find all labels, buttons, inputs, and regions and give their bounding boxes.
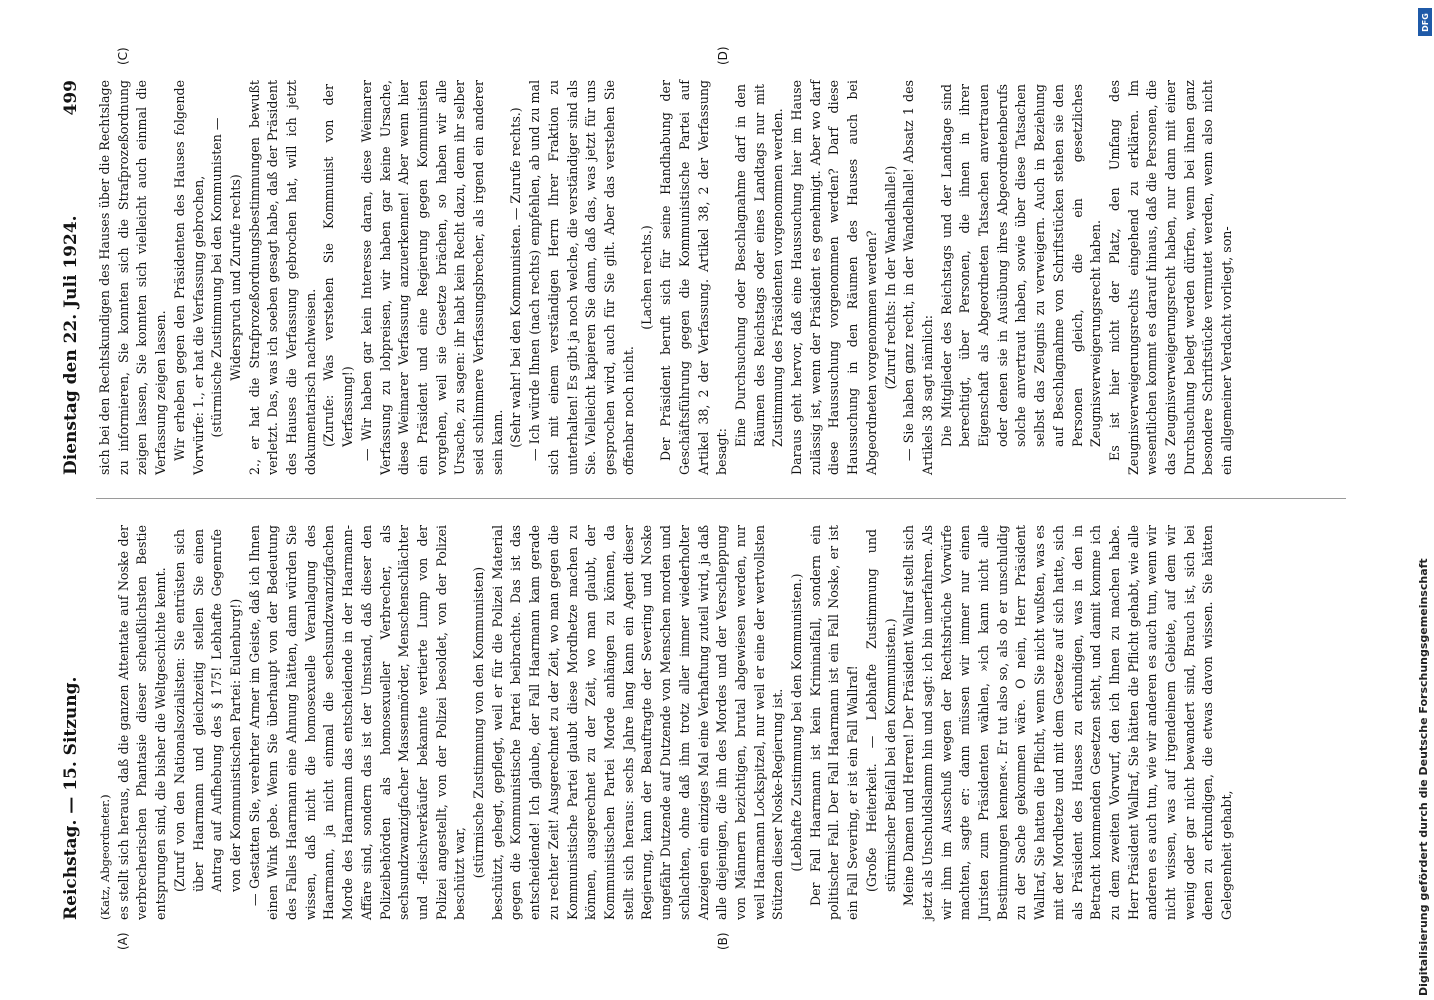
interjection: (Lachen rechts.) [639, 225, 655, 330]
rotated-page [56, 46, 1366, 950]
page-number: 499 [61, 80, 81, 116]
paragraph: 2., er hat die Strafprozeßordnungsbestimmungen bewußt verletzt. Das, was ich soeben gesagt habe, daß der Präsident des Hauses die Verfassung gebrochen hat, will ich jetzt dokumentarisch nachweisen. [246, 80, 318, 475]
paragraph: — Sie haben ganz recht, in der Wandelhalle! Absatz 1 des Artikels 38 sagt nämlich: [901, 80, 935, 475]
margin-marker-c: (C) [116, 47, 130, 65]
column-right [56, 80, 1237, 475]
speaker-label: (Katz, Abgeordneter.) [98, 794, 112, 920]
paragraph: — Wir haben gar kein Interesse daran, diese Weimarer Verfassung zu lobpreisen, wir haben gar keine Ursache, diese Weimarer Verfassung anzuerkennen! Aber wenn hier ein Präsident und eine Regierung gegen Kommunisten vorgehen, weil sie Gesetze brächen, so haben wir alle Ursache, zu sagen: ihr habt kein Recht dazu, denn ihr selber seid schlimmere Verfassungsbrecher, als irgend ein anderer sein kann. [358, 80, 505, 475]
interjection: (stürmische Zustimmung von den Kommunisten) [471, 566, 487, 879]
dfg-logo-icon: DFG [1418, 8, 1432, 36]
interjection: (Zurufe: Was verstehen Sie Kommunist von der Verfassung!) [321, 84, 356, 447]
running-head-date: Dienstag den 22. Juli 1924. [61, 215, 81, 475]
paragraph: Daraus geht hervor, daß eine Haussuchung hier im Hause zulässig ist, wenn der Präsident es genehmigt. Aber wo darf diese Haussuchung vorgenommen werden? Darf diese Haussuchung in den Räumen des Hauses auch bei Abgeordneten vorgenommen werden? [789, 80, 879, 475]
running-head-left: Reichstag. — 15. Sitzung. [61, 676, 81, 920]
interjection: (Große Heiterkeit. — Lebhafte Zustimmung und stürmischer Beifall bei den Kommunisten.) [863, 529, 898, 892]
paragraph: es stellt sich heraus, daß die ganzen Attentate auf Noske der verbrecherischen Phantasie dieser scheußlichsten Bestie entsprungen sind, die bisher die Weltgeschichte kennt. [115, 525, 169, 920]
margin-marker-d: (D) [716, 46, 730, 65]
interjection: (stürmische Zustimmung bei den Kommunisten — Widerspruch und Zurufe rechts) [209, 117, 243, 438]
paragraph: beschützt, gehegt, gepflegt, weil er für die Polizei Material gegen die Kommunistische Partei beibrachte. Das ist das entscheidende! Ich glaube, der Fall Haarmann kam gerade zu rechter Zeit! Ausgerechnet zu der Zeit, wo man gegen die Kommunistische Partei glaubt diese Mordhetze machen zu können, ausgerechnet zu der Zeit, wo man glaubt, der Kommunistischen Partei Morde anhängen zu können, da stellt sich heraus: sechs Jahre lang kann ein Agent dieser Regierung, kann der Beauftragte der Severing und Noske ungefähr Dutzende auf Dutzende von Menschen morden und schlachten, ohne daß ihm trotz aller immer wiederholter Anzeigen ein einziges Mal eine Verhaftung zuteil wird, ja daß alle diejenigen, die ihn des Mordes und der Verschleppung von Männern bezichtigen, brutal abgewiesen werden, nur weil Haarmann Lockspitzel, nur weil er eine der wertvollsten Stützen dieser Noske-Regierung ist. [489, 525, 786, 920]
paragraph: Es ist hier nicht der Platz, den Umfang des Zeugnisverweigerungsrechts eingehend zu erklären. Im wesentlichen kommt es darauf hinaus, daß die Personen, die das Zeugnisverweigerungsrecht haben, nur dann mit einer Durchsuchung belegt werden dürfen, wenn bei ihnen ganz besondere Schriftstücke vermutet werden, wenn also nicht ein allgemeiner Verdacht vorliegt, son- [1106, 80, 1235, 475]
quotation: Die Mitglieder des Reichstags und der Landtage sind berechtigt, über Personen, die ihnen in ihrer Eigenschaft als Abgeordneten Tatsachen anvertrauen oder denen sie in Ausübung ihres Abgeordnetenberufs solche anvertraut haben, sowie über diese Tatsachen selbst das Zeugnis zu verweigern. Auch in Beziehung auf Beschlagnahme von Schriftstücken stehen sie den Personen gleich, die ein gesetzliches Zeugnisverweigerungsrecht haben. [938, 84, 1104, 447]
paragraph: Wir erheben gegen den Präsidenten des Hauses folgende Vorwürfe: 1., er hat die Verfassung gebrochen, [171, 80, 206, 475]
interjection: (Zuruf rechts: In der Wandelhalle!) [882, 165, 898, 390]
column-right-header [56, 80, 96, 475]
column-divider [96, 498, 1346, 499]
digitization-credit [1415, 8, 1433, 996]
paragraph: Der Präsident beruft sich für seine Handhabung der Geschäftsführung gegen die Kommunistische Partei auf Artikel 38, 2 der Verfassung. Artikel 38, 2 der Verfassung besagt: [658, 80, 730, 475]
paragraph: — Gestatten Sie, verehrter Armer im Geiste, daß ich Ihnen einen Wink gebe. Wenn Sie überhaupt von der Bedeutung des Falles Haarmann eine Ahnung hätten, dann würden Sie wissen, daß nicht die homosexuelle Veranlagung des Haarmann, ja nicht einmal die sechsundzwanzigfachen Morde des Haarmann das entscheidende in der Haarmann-Affäre sind, sondern das ist der Umstand, daß dieser den Polizeibehörden als homosexueller Verbrecher, als sechsundzwanzigfacher Massenmörder, Menschenschlächter und -fleischverkäufer bekannte vertierte Lump von der Polizei angestellt, von der Polizei besoldet, von der Polizei beschützt war, [246, 525, 468, 920]
margin-marker-b: (B) [716, 932, 730, 950]
paragraph: — Ich würde Ihnen (nach rechts) empfehlen, ab und zu mal sich mit einem verständigen Herrn Ihrer Fraktion zu unterhalten! Es gibt ja noch welche, die verständiger sind als Sie. Vielleicht kapieren Sie dann, daß das, was jetzt für uns gesprochen wird, auch für Sie gilt. Aber das verstehen Sie offenbar noch nicht. [527, 80, 636, 475]
column-left [56, 525, 1237, 920]
margin-marker-a: (A) [116, 932, 130, 950]
digitization-credit-text: Digitalisierung gefördert durch die Deutsche Forschungsgemeinschaft [1417, 558, 1430, 996]
column-left-header [56, 525, 96, 920]
paragraph: sich bei den Rechtskundigen des Hauses über die Rechtslage zu informieren, Sie konnten sich die Strafprozeßordnung zeigen lassen, Sie konnten sich vielleicht auch einmal die Verfassung zeigen lassen. [97, 80, 169, 475]
interjection: (Lebhafte Zustimmung bei den Kommunisten.) [789, 573, 805, 872]
interjection: (Zuruf von den Nationalsozialisten: Sie entrüsten sich über Haarmann und gleichzeitig stellen Sie einen Antrag auf Aufhebung des § 175! Lebhafte Gegenrufe von der Kommunistischen Partei: Eulenburg!) [171, 529, 243, 892]
paragraph: Der Fall Haarmann ist kein Kriminalfall, sondern ein politischer Fall. Der Fall Haarmann ist ein Fall Noske, er ist ein Fall Severing, er ist ein Fall Wallraf! [807, 525, 861, 920]
quotation: Eine Durchsuchung oder Beschlagnahme darf in den Räumen des Reichstags oder eines Landtags nur mit Zustimmung des Präsidenten vorgenommen werden. [732, 84, 786, 447]
interjection: (Sehr wahr! bei den Kommunisten. — Zurufe rechts.) [508, 107, 524, 448]
paragraph: Meine Damen und Herren! Der Präsident Wallraf stellt sich jetzt als Unschuldslamm hin und sagt: ich bin unerfahren. Als wir ihm im Ausschuß wegen der Rechtsbrüche Vorwürfe machten, sagte er: dann müssen wir immer nur einen Juristen zum Präsidenten wählen, »ich kann nicht alle Bestimmungen kennen«. Er tut also so, als ob er unschuldig zu der Sache gekommen wäre. O nein, Herr Präsident Wallraf, Sie hatten die Pflicht, wenn Sie nicht wußten, was es mit der Mordhetze und mit dem Gesetze auf sich hatte, sich als Präsident des Hauses zu erkundigen, was in den in Betracht kommenden Gesetzen steht, und damit komme ich zu dem zweiten Vorwurf, den ich Ihnen zu machen habe. Herr Präsident Wallraf, Sie hätten die Pflicht gehabt, wie alle anderen es auch tun, wie wir anderen es auch tun, wenn wir nicht wissen, was auf irgendeinem Gebiete, auf dem wir wenig oder gar nicht bewandert sind, Brauch ist, sich bei denen zu erkundigen, die etwas davon wissen. Sie hätten Gelegenheit gehabt, [901, 525, 1235, 920]
